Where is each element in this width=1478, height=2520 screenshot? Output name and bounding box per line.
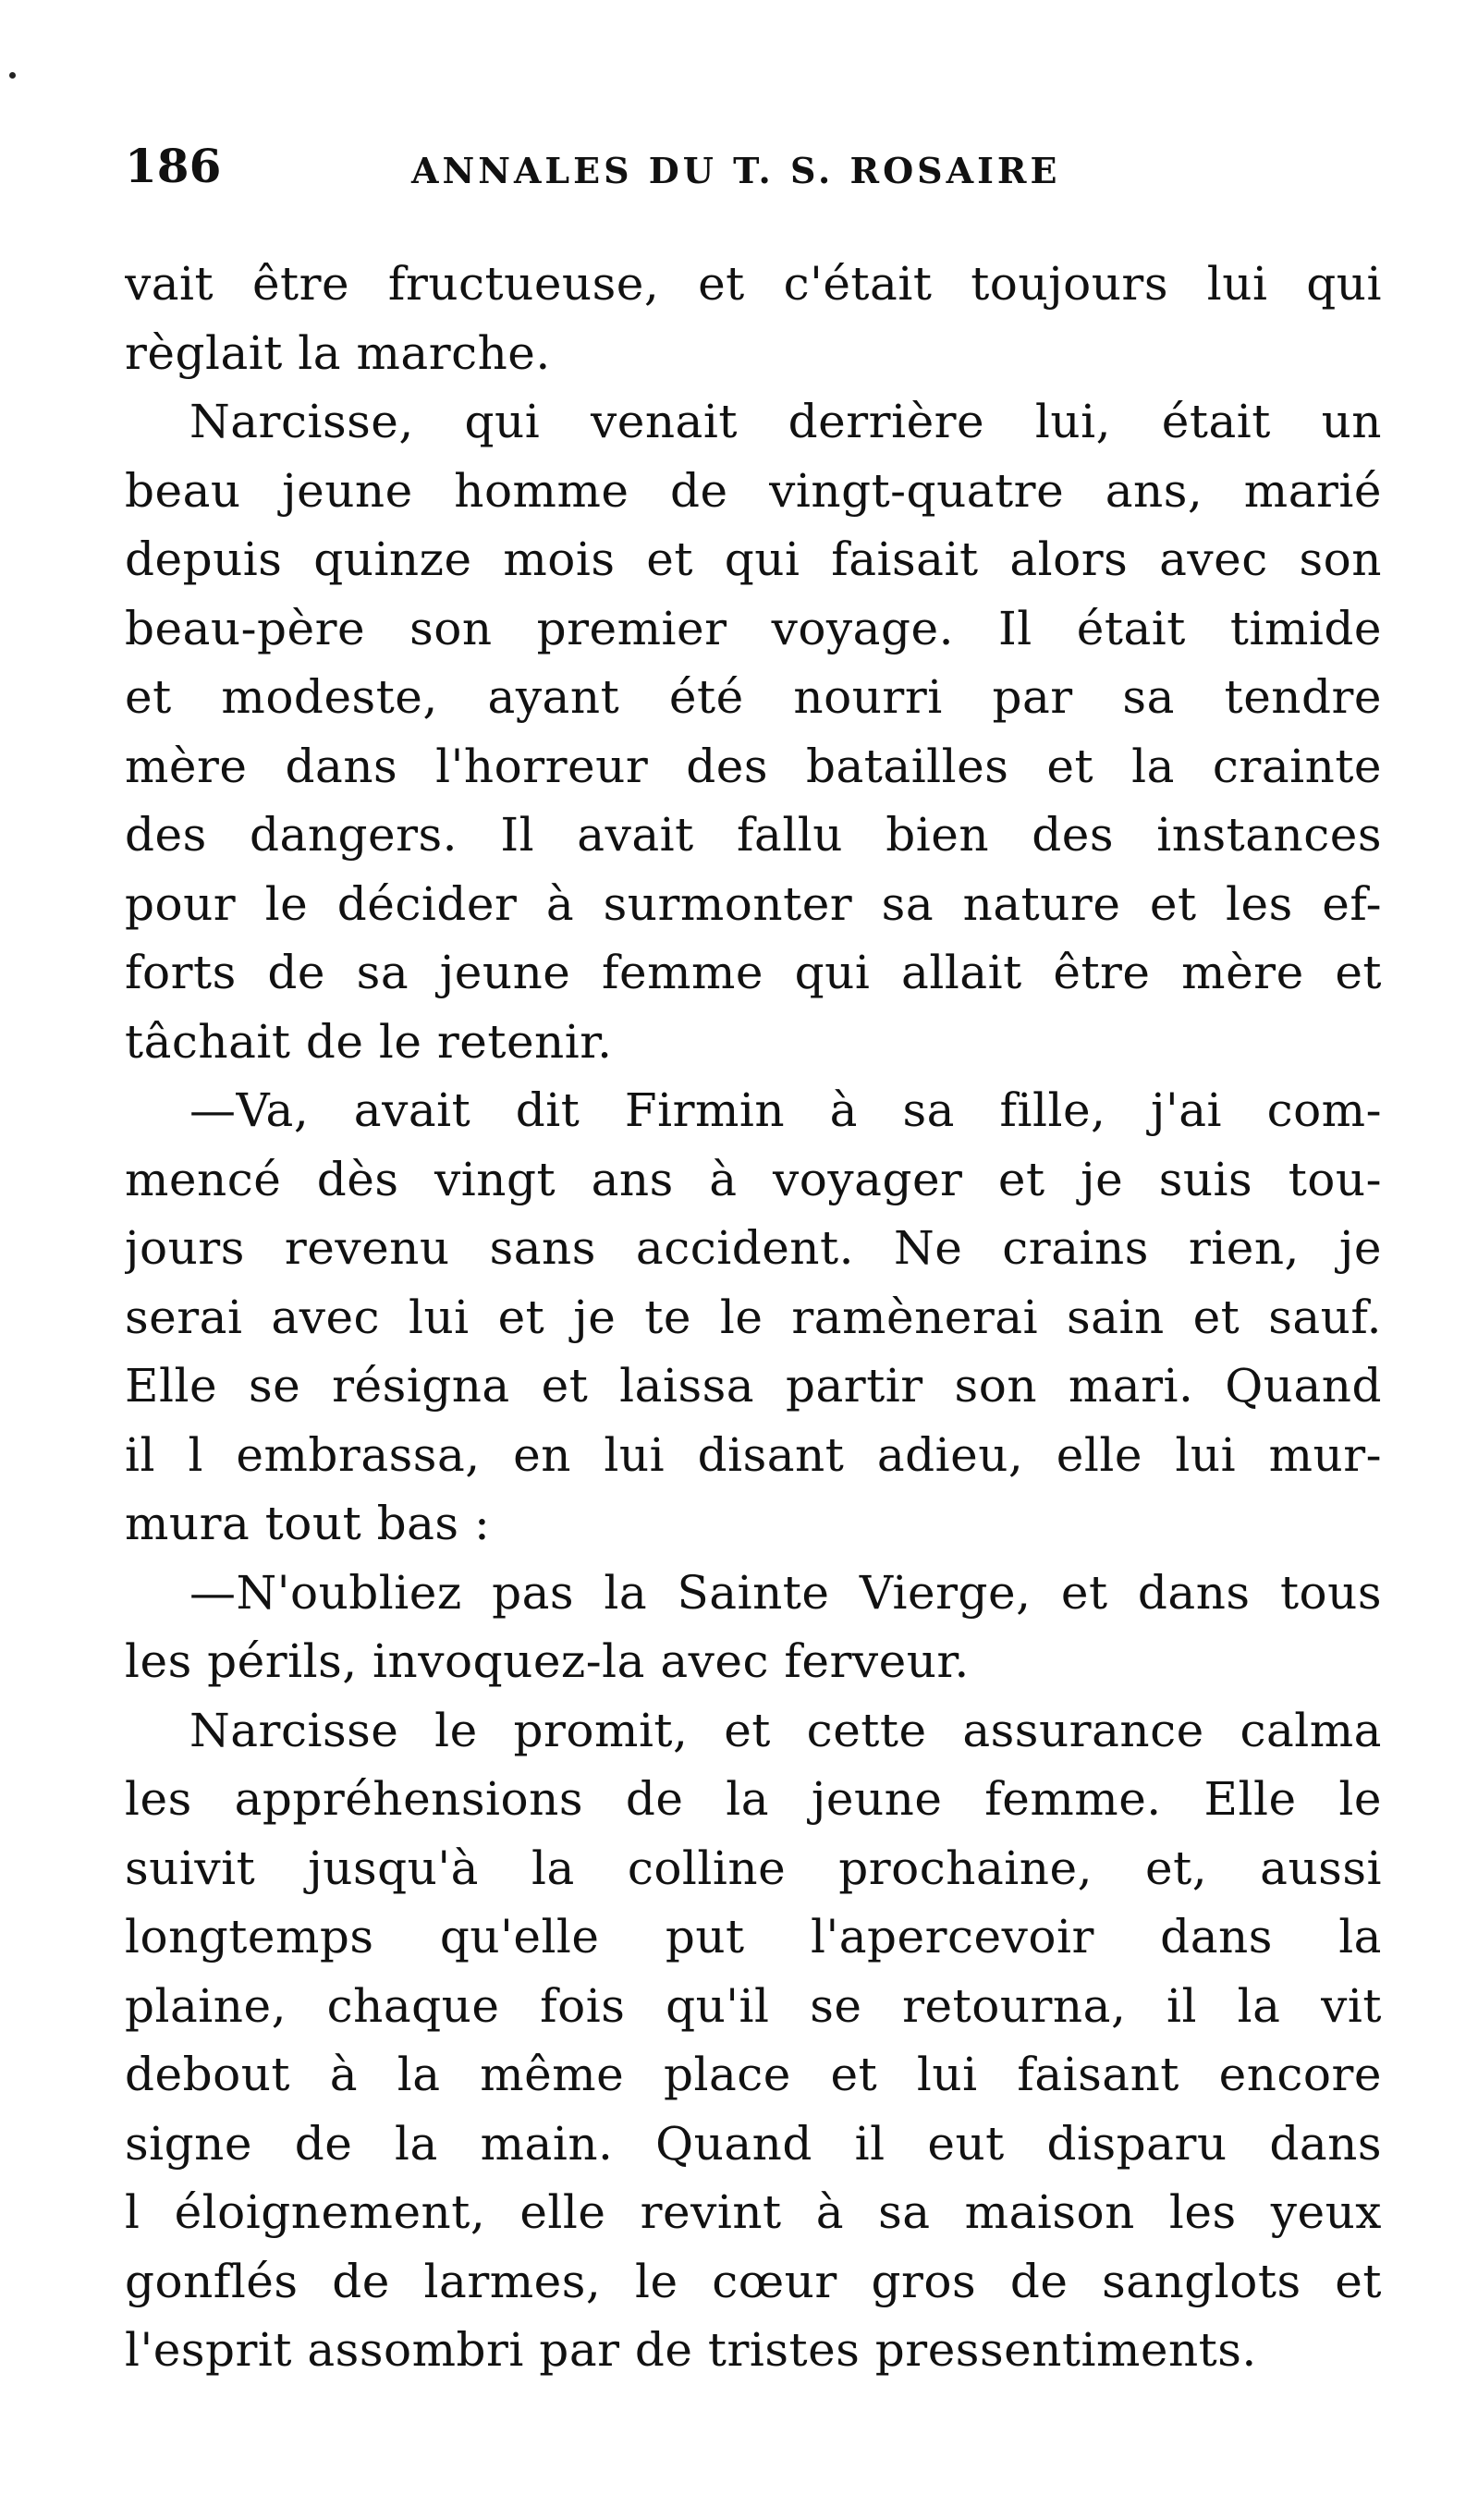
text-line: beau jeune homme de vingt-quatre ans, marié	[125, 463, 1382, 518]
text-line: longtemps qu'elle put l'apercevoir dans la	[125, 1910, 1382, 1963]
text-line: Narcisse, qui venait derrière lui, était un	[189, 395, 1382, 448]
text-line: et modeste, ayant été nourri par sa tendre	[125, 670, 1382, 724]
text-line: Elle se résigna et laissa partir son mari. Quand	[125, 1359, 1382, 1413]
text-line: l éloignement, elle revint à sa maison les yeux	[125, 2185, 1382, 2239]
ink-speck	[9, 72, 16, 79]
text-line: debout à la même place et lui faisant encore	[125, 2048, 1382, 2101]
text-line: serai avec lui et je te le ramènerai sain et sauf.	[125, 1290, 1382, 1344]
body-text	[125, 250, 1382, 2385]
text-line: jours revenu sans accident. Ne crains rien, je	[125, 1221, 1382, 1275]
text-line: mère dans l'horreur des batailles et la crainte	[125, 739, 1382, 793]
text-line: depuis quinze mois et qui faisait alors avec son	[125, 532, 1382, 586]
text-line: —Va, avait dit Firmin à sa fille, j'ai com-	[189, 1083, 1382, 1137]
text-line: forts de sa jeune femme qui allait être mère et	[125, 946, 1382, 999]
text-line: Narcisse le promit, et cette assurance calma	[189, 1703, 1382, 1757]
text-line: il l embrassa, en lui disant adieu, elle lui mur-	[125, 1427, 1382, 1482]
text-line: gonflés de larmes, le cœur gros de sanglots et	[125, 2254, 1382, 2308]
text-line: les périls, invoquez-la avec ferveur.	[125, 1634, 970, 1688]
running-title: ANNALES DU T. S. ROSAIRE	[411, 150, 1061, 191]
text-line: règlait la marche.	[125, 325, 551, 380]
page-header	[125, 139, 1382, 203]
text-line: beau-père son premier voyage. Il était timide	[125, 601, 1382, 655]
text-line: —N'oubliez pas la Sainte Vierge, et dans tous	[189, 1565, 1382, 1620]
text-line: mencé dès vingt ans à voyager et je suis tou-	[125, 1152, 1382, 1206]
text-line: vait être fructueuse, et c'était toujours lui qui	[125, 257, 1382, 311]
text-line: l'esprit assombri par de tristes pressentiments.	[125, 2323, 1257, 2377]
text-line: signe de la main. Quand il eut disparu dans	[125, 2116, 1382, 2171]
page-number: 186	[125, 139, 222, 193]
text-line: mura tout bas :	[125, 1497, 491, 1550]
text-line: les appréhensions de la jeune femme. Elle le	[125, 1772, 1382, 1826]
text-line: des dangers. Il avait fallu bien des instances	[125, 808, 1382, 862]
text-line: tâchait de le retenir.	[125, 1014, 613, 1069]
text-line: pour le décider à surmonter sa nature et les ef-	[125, 876, 1382, 931]
text-line: plaine, chaque fois qu'il se retourna, il la vit	[125, 1978, 1382, 2033]
text-line: suivit jusqu'à la colline prochaine, et, aussi	[125, 1841, 1382, 1895]
